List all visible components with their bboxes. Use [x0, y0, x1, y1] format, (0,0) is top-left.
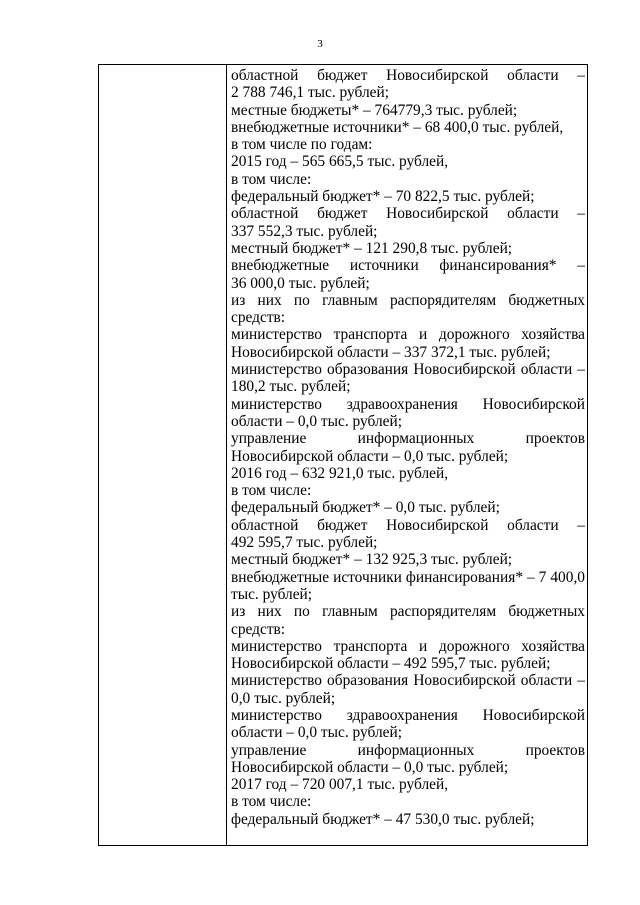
text-line: управление информационных проектов — [231, 741, 585, 759]
text-line: в том числе по годам: — [231, 136, 373, 154]
text-line: в том числе: — [231, 793, 312, 811]
text-line: 492 595,7 тыс. рублей; — [231, 534, 378, 552]
text-line: средств: — [231, 309, 286, 327]
text-line: из них по главным распорядителям бюджетных — [231, 603, 585, 621]
funding-table — [98, 64, 588, 846]
text-line: 180,2 тыс. рублей; — [231, 378, 351, 396]
text-line: области – 0,0 тыс. рублей; — [231, 412, 402, 430]
text-line: министерство здравоохранения Новосибирской — [231, 706, 585, 724]
text-line: Новосибирской области – 0,0 тыс. рублей; — [231, 758, 509, 776]
text-line: министерство здравоохранения Новосибирской — [231, 395, 585, 413]
text-line: местный бюджет* – 121 290,8 тыс. рублей; — [231, 239, 513, 257]
text-line: Новосибирской области – 0,0 тыс. рублей; — [231, 447, 509, 465]
text-line: 2 788 746,1 тыс. рублей; — [231, 84, 390, 102]
text-line: Новосибирской области – 337 372,1 тыс. рублей; — [231, 343, 551, 361]
text-line: федеральный бюджет* – 47 530,0 тыс. рублей; — [231, 810, 535, 828]
text-line: министерство транспорта и дорожного хозяйства — [231, 637, 585, 655]
text-line: Новосибирской области – 492 595,7 тыс. рублей; — [231, 655, 551, 673]
text-line: местный бюджет* – 132 925,3 тыс. рублей; — [231, 551, 513, 569]
table-left-cell — [99, 65, 227, 845]
text-line: министерство образования Новосибирской области – — [231, 672, 585, 690]
text-line: 2015 год – 565 665,5 тыс. рублей, — [231, 153, 449, 171]
text-line: 2017 год – 720 007,1 тыс. рублей, — [231, 776, 449, 794]
text-line: федеральный бюджет* – 0,0 тыс. рублей; — [231, 499, 500, 517]
text-line: министерство транспорта и дорожного хозяйства — [231, 326, 585, 344]
text-line: в том числе: — [231, 482, 312, 500]
text-line: областной бюджет Новосибирской области – — [231, 67, 585, 84]
text-line: министерство образования Новосибирской области – — [231, 361, 585, 379]
text-line: внебюджетные источники* – 68 400,0 тыс. рублей, — [231, 118, 564, 136]
page-number: 3 — [317, 38, 323, 50]
text-line: внебюджетные источники финансирования* – — [231, 257, 585, 275]
text-line: средств: — [231, 620, 286, 638]
text-line: внебюджетные источники финансирования* – 7 400,0 — [231, 568, 585, 586]
text-line: области – 0,0 тыс. рублей; — [231, 724, 402, 742]
text-line: областной бюджет Новосибирской области – — [231, 516, 585, 534]
text-line: областной бюджет Новосибирской области – — [231, 205, 585, 223]
text-line: 337 552,3 тыс. рублей; — [231, 222, 378, 240]
text-line: 0,0 тыс. рублей; — [231, 689, 336, 707]
text-line: местные бюджеты* – 764779,3 тыс. рублей; — [231, 101, 518, 119]
text-line: в том числе: — [231, 170, 312, 188]
text-line: 2016 год – 632 921,0 тыс. рублей, — [231, 464, 449, 482]
text-line: управление информационных проектов — [231, 430, 585, 448]
text-line: 36 000,0 тыс. рублей; — [231, 274, 370, 292]
table-right-cell — [227, 65, 587, 845]
text-line: федеральный бюджет* – 70 822,5 тыс. рублей; — [231, 188, 535, 206]
text-line: тыс. рублей; — [231, 585, 313, 603]
text-line: из них по главным распорядителям бюджетных — [231, 291, 585, 309]
